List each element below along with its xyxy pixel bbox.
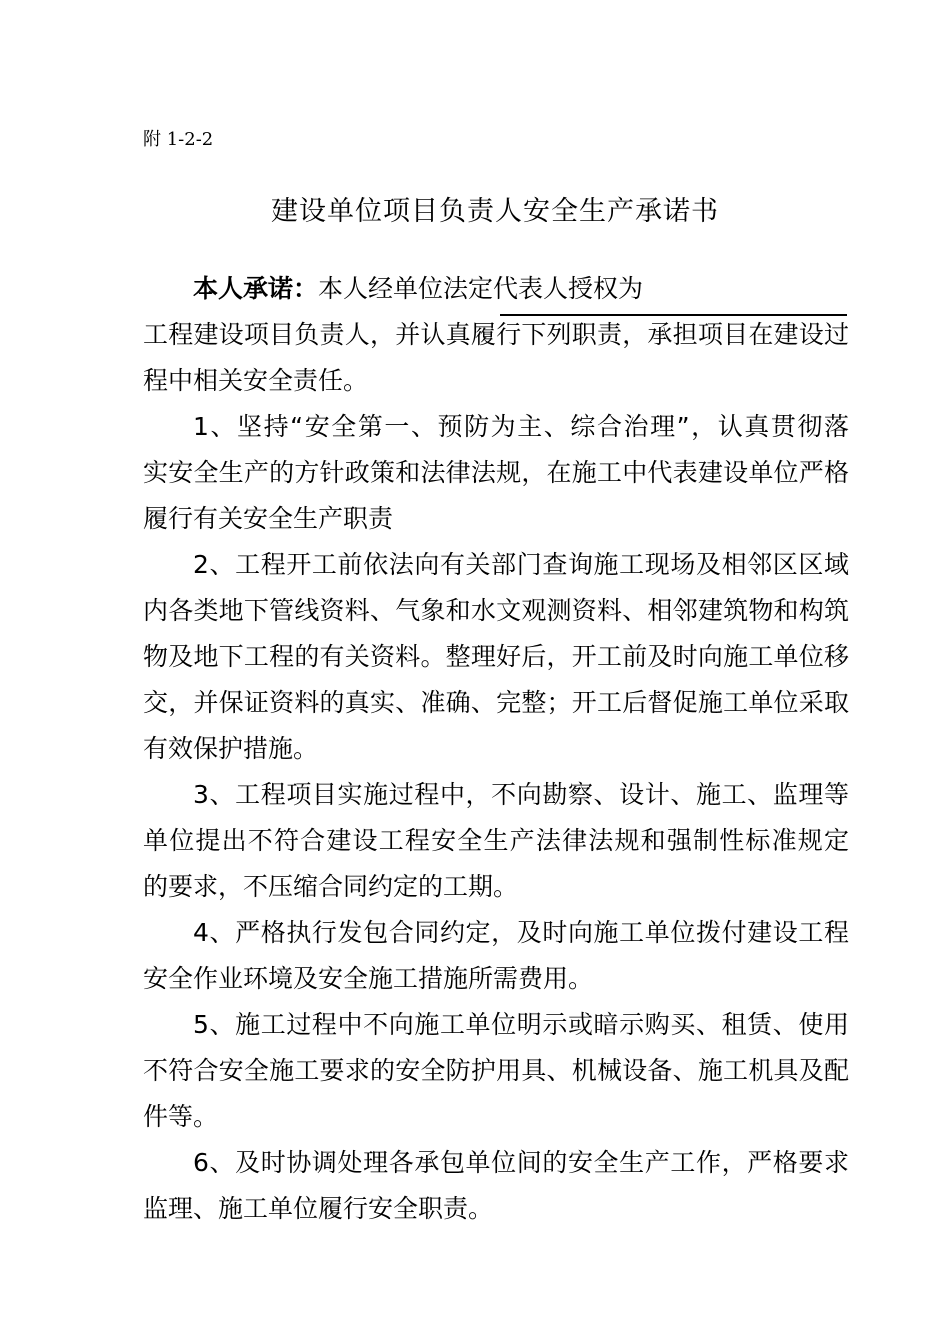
item-line: 单位提出不符合建设工程安全生产法律法规和强制性标准规定 xyxy=(143,826,849,855)
item-line: 4、严格执行发包合同约定，及时向施工单位拨付建设工程 xyxy=(193,918,849,947)
item-line: 3、工程项目实施过程中，不向勘察、设计、施工、监理等 xyxy=(193,780,849,809)
intro-lead-text: 本人经单位法定代表人授权为 xyxy=(318,274,644,303)
item-line: 物及地下工程的有关资料。整理好后，开工前及时向施工单位移 xyxy=(143,642,849,671)
item-line: 2、工程开工前依法向有关部门查询施工现场及相邻区区域 xyxy=(193,550,849,579)
item-line: 1、坚持“安全第一、预防为主、综合治理”，认真贯彻落 xyxy=(193,412,849,441)
commitment-item-6 xyxy=(143,1140,849,1232)
commitment-item-3 xyxy=(143,772,849,910)
item-line: 的要求，不压缩合同约定的工期。 xyxy=(143,872,519,901)
item-line: 件等。 xyxy=(143,1102,219,1131)
item-line: 内各类地下管线资料、气象和水文观测资料、相邻建筑物和构筑 xyxy=(143,596,849,625)
commitment-item-5 xyxy=(143,1002,849,1140)
item-line: 6、及时协调处理各承包单位间的安全生产工作，严格要求 xyxy=(193,1148,849,1177)
item-line: 5、施工过程中不向施工单位明示或暗示购买、租赁、使用 xyxy=(193,1010,849,1039)
commitment-item-4 xyxy=(143,910,849,1002)
item-line: 履行有关安全生产职责 xyxy=(143,504,394,533)
item-line: 安全作业环境及安全施工措施所需费用。 xyxy=(143,964,594,993)
intro-paragraph xyxy=(143,266,849,404)
document-title: 建设单位项目负责人安全生产承诺书 xyxy=(271,196,719,227)
intro-line xyxy=(143,266,849,312)
item-line: 实安全生产的方针政策和法律法规，在施工中代表建设单位严格 xyxy=(143,458,849,487)
item-line: 有效保护措施。 xyxy=(143,734,319,763)
commitment-item-1 xyxy=(143,404,849,542)
item-line: 交，并保证资料的真实、准确、完整；开工后督促施工单位采取 xyxy=(143,688,849,717)
annex-label: 附 1-2-2 xyxy=(143,129,214,150)
intro-line: 程中相关安全责任。 xyxy=(143,366,369,395)
item-line: 不符合安全施工要求的安全防护用具、机械设备、施工机具及配 xyxy=(143,1056,849,1085)
item-line: 监理、施工单位履行安全职责。 xyxy=(143,1194,494,1223)
document-body xyxy=(143,266,849,1232)
intro-line: 工程建设项目负责人，并认真履行下列职责，承担项目在建设过 xyxy=(143,320,849,349)
intro-lead-bold: 本人承诺： xyxy=(193,274,319,303)
commitment-item-2 xyxy=(143,542,849,772)
